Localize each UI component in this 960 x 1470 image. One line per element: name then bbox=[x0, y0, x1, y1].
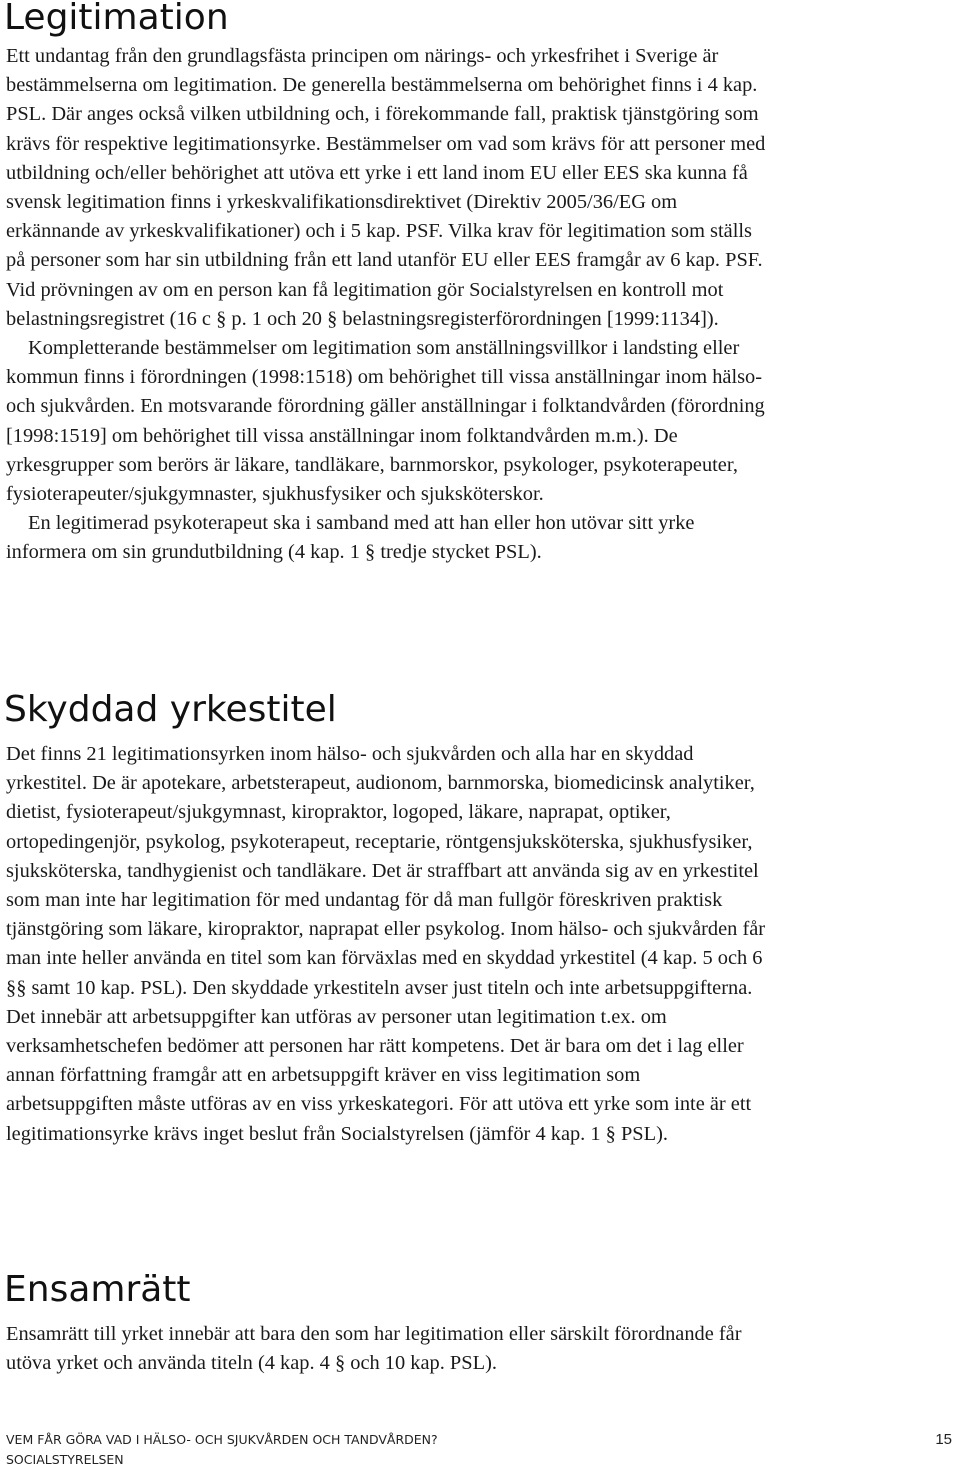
heading-legitimation: Legitimation bbox=[4, 0, 229, 38]
footer-publisher: SOCIALSTYRELSEN bbox=[6, 1452, 124, 1467]
paragraph: Ett undantag från den grundlagsfästa principen om närings- och yrkesfrihet i Sverige är bestämmelserna om legitimation. De generella bestämmelserna om behörighet finns i 4 kap. PSL. Där anges också vilken utbildning och, i förekommande fall, praktisk tjänstgöring som krävs för respektive legitimationsyrke. Bestämmelser om vad som krävs för att personer med utbildning och/eller behörighet att utöva ett yrke i ett land inom EU eller EES ska kunna få svensk legitimation finns i yrkeskvalifikationsdirektivet (Direktiv 2005/36/EG om erkännande av yrkeskvalifikationer) och i 5 kap. PSF. Vilka krav för legitimation som ställs på personer som har sin utbildning från ett land utanför EU eller EES framgår av 6 kap. PSF. Vid prövningen av om en person kan få legitimation gör Socialstyrelsen en kontroll mot belastningsregistret (16 c § p. 1 och 20 § belastningsregisterförordningen [1999:1134]). bbox=[6, 45, 766, 330]
paragraph: Kompletterande bestämmelser om legitimation som anställningsvillkor i landsting eller kommun finns i förordningen (1998:1518) om behörighet till vissa anställningar inom hälso- och sjukvården. En motsvarande förordning gäller anställningar i folktandvården (förordning [1998:1519] om behörighet till vissa anställningar inom folktandvården m.m.). De yrkesgrupper som berörs är läkare, tandläkare, barnmorskor, psykologer, psykoterapeuter, fysioterapeuter/sjukgymnaster, sjukhusfysiker och sjuksköterskor. bbox=[6, 337, 765, 506]
paragraph: Ensamrätt till yrket innebär att bara den som har legitimation eller särskilt förordnande får utöva yrket och använda titeln (4 kap. 4 § och 10 kap. PSL). bbox=[6, 1323, 742, 1375]
paragraph: Det finns 21 legitimationsyrken inom hälso- och sjukvården och alla har en skyddad yrkestitel. De är apotekare, arbetsterapeut, audionom, barnmorska, biomedicinsk analytiker, dietist, fysioterapeut/sjukgymnast, kiropraktor, logoped, läkare, naprapat, optiker, ortopedingenjör, psykolog, psykoterapeut, receptarie, röntgensjuksköterska, sjukhusfysiker, sjuksköterska, tandhygienist och tandläkare. Det är straffbart att använda sig av en yrkestitel som man inte har legitimation för med undantag för då man fullgör föreskriven praktisk tjänstgöring som läkare, kiropraktor, naprapat eller psykolog. Inom hälso- och sjukvården får man inte heller använda en titel som kan förväxlas med en skyddad yrkestitel (4 kap. 5 och 6 §§ samt 10 kap. PSL). Den skyddade yrkestiteln avser just titeln och inte arbetsuppgifterna. Det innebär att arbetsuppgifter kan utföras av personer utan legitimation t.ex. om verksamhetschefen bedömer att personen har rätt kompetens. Det är bara om det i lag eller annan författning framgår att en arbetsuppgift kräver en viss legitimation som arbetsuppgiften måste utföras av en viss yrkeskategori. För att utöva ett yrke som inte är ett legitimationsyrke krävs inget beslut från Socialstyrelsen (jämför 4 kap. 1 § PSL). bbox=[6, 743, 766, 1145]
section-ensamratt-body bbox=[6, 1320, 766, 1378]
footer-title: VEM FÅR GÖRA VAD I HÄLSO- OCH SJUKVÅRDEN OCH TANDVÅRDEN? bbox=[6, 1432, 438, 1447]
section-skyddad-yrkestitel-body bbox=[6, 740, 766, 1149]
section-legitimation-body bbox=[6, 42, 766, 568]
paragraph: En legitimerad psykoterapeut ska i samband med att han eller hon utövar sitt yrke informera om sin grundutbildning (4 kap. 1 § tredje stycket PSL). bbox=[6, 512, 695, 564]
page-number: 15 bbox=[935, 1431, 952, 1448]
heading-ensamratt: Ensamrätt bbox=[4, 1269, 191, 1310]
heading-skyddad-yrkestitel: Skyddad yrkestitel bbox=[4, 689, 337, 730]
page-footer bbox=[6, 1430, 956, 1470]
